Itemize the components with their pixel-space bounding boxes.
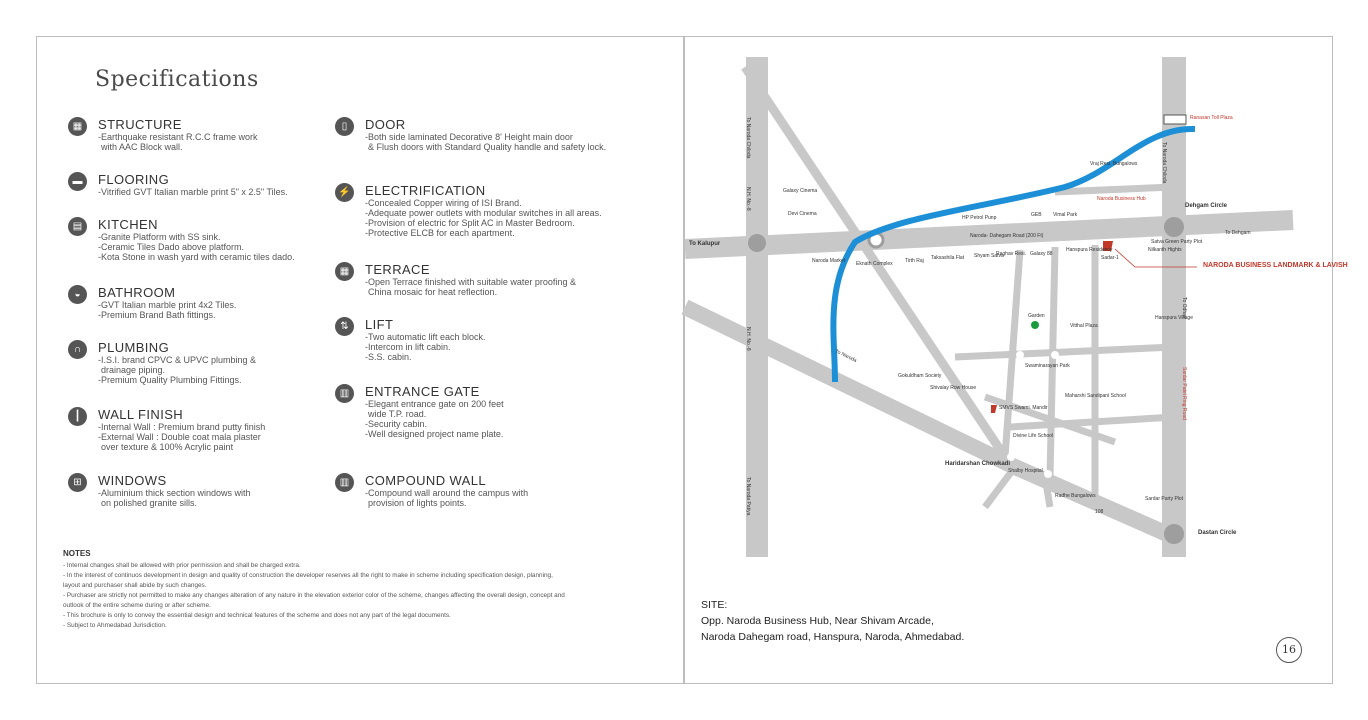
note-line: - This brochure is only to convey the essential design and technical features of the scheme and does not any part of the legal documents. xyxy=(63,612,451,619)
notes-section xyxy=(63,549,663,631)
spec-heading: PLUMBING xyxy=(98,340,170,355)
circle-radhe xyxy=(1044,470,1052,478)
spec-line: -Well designed project name plate. xyxy=(365,429,504,439)
map-label-galaxy-cinema: Galaxy Cinema xyxy=(783,188,818,194)
spec-heading: ELECTRIFICATION xyxy=(365,183,486,198)
map-label-nh8-bottom: N.H. No.-8 xyxy=(745,327,751,351)
notes-title: NOTES xyxy=(63,549,91,558)
map-label-geb: GEB xyxy=(1031,212,1042,218)
location-map-page xyxy=(684,36,1348,684)
spec-heading: FLOORING xyxy=(98,172,170,187)
circle-haridarshan xyxy=(1007,453,1015,461)
spec-line: -Vitrified GVT Italian marble print 5" x 2.5" Tiles. xyxy=(98,187,288,197)
map-label-to-odhav: To Odhav xyxy=(1181,297,1187,319)
gate-icon: ▥ xyxy=(335,384,354,403)
toll-plaza-icon xyxy=(1164,115,1186,124)
map-label-naroda-business-hub: Naroda Business Hub xyxy=(1097,196,1146,202)
map-labels xyxy=(689,115,1348,536)
map-label-callout: NARODA BUSINESS LANDMARK & LAVISH xyxy=(1203,262,1348,269)
site-line-2: Naroda Dahegam road, Hanspura, Naroda, Ahmedabad. xyxy=(701,631,965,643)
map-label-smvs: SMVS Swami. Mandir xyxy=(999,405,1048,411)
spec-heading: TERRACE xyxy=(365,262,430,277)
site-label: SITE: xyxy=(701,599,728,611)
notes-list xyxy=(63,561,663,631)
map-label-naroda-market: Naroda Market xyxy=(812,258,846,264)
map-label-to-dehgam: To Dehgam xyxy=(1225,230,1251,236)
map-label-main-road: Naroda- Dahegam Road (200 Ft) xyxy=(970,233,1044,239)
spec-line: & Flush doors with Standard Quality handle and safety lock. xyxy=(368,142,607,152)
lightning-icon: ⚡ xyxy=(335,183,354,202)
kitchen-icon: ▤ xyxy=(68,217,87,236)
map-label-takshila-flat: Taksashila Flat xyxy=(931,255,965,261)
road-vraj-resi xyxy=(1055,187,1174,192)
note-line: - Internal changes shall be allowed with prior permission and shall be charged extra. xyxy=(63,562,301,569)
map-label-hp-petrol-pump: HP Petrol Punp xyxy=(962,215,997,221)
spec-line: wide T.P. road. xyxy=(368,409,427,419)
map-label-divine-life: Divine Life School xyxy=(1013,433,1054,439)
spec-heading: COMPOUND WALL xyxy=(365,473,487,488)
map-label-swaminarayan-park: Swaminarayan Park xyxy=(1025,363,1070,369)
spec-heading: ENTRANCE GATE xyxy=(365,384,480,399)
spec-line: -Ceramic Tiles Dado above platform. xyxy=(98,242,245,252)
spec-line: with AAC Block wall. xyxy=(101,142,183,152)
map-label-vraj-resi: Vraj Resi. Bungalows xyxy=(1090,161,1138,167)
specifications-page xyxy=(36,36,684,684)
map-label-shalby: Shalby Hospital xyxy=(1008,468,1043,474)
road-cross-1 xyxy=(955,347,1174,357)
spec-line: -S.S. cabin. xyxy=(365,352,412,362)
pipe-icon: ∩ xyxy=(68,340,87,359)
road-radhe xyxy=(1045,477,1050,507)
map-label-satva-green: Satva Green Party Plot xyxy=(1151,239,1203,245)
spec-heading: STRUCTURE xyxy=(98,117,182,132)
spec-heading: LIFT xyxy=(365,317,394,332)
spec-heading: DOOR xyxy=(365,117,406,132)
circle-dehgam xyxy=(1164,217,1184,237)
wall-icon: ▥ xyxy=(335,473,354,492)
spec-line: provision of lights points. xyxy=(368,498,467,508)
circle-nh8 xyxy=(748,234,766,252)
spec-line: -Premium Quality Plumbing Fittings. xyxy=(98,375,242,385)
spec-line: -Aluminium thick section windows with xyxy=(98,488,251,498)
map-label-hanspura-residency: Hanspura Residency xyxy=(1066,247,1113,253)
map-label-nilkanth: Nilkanth Hights xyxy=(1148,247,1182,253)
map-label-vitthal-plaza: Vitthal Plaza xyxy=(1070,323,1098,329)
spec-line: -Intercom in lift cabin. xyxy=(365,342,451,352)
map-label-galaxy-88: Galaxy 88 xyxy=(1030,251,1053,257)
spec-line: -Adequate power outlets with modular switches in all areas. xyxy=(365,208,602,218)
spec-line: -GVT Italian marble print 4x2 Tiles. xyxy=(98,300,237,310)
map-label-garden: Garden xyxy=(1028,313,1045,319)
note-line: - Purchaser are strictly not permitted to make any changes alteration of any nature in the elevation exterior color of the scheme, changes affecting the overall design, concept and xyxy=(63,592,565,599)
spec-line: -Protective ELCB for each apartment. xyxy=(365,228,515,238)
location-map xyxy=(685,37,1348,557)
spec-line: -Earthquake resistant R.C.C frame work xyxy=(98,132,258,142)
spec-line: China mosaic for heat reflection. xyxy=(368,287,498,297)
map-label-vimal-park: Vimal Park xyxy=(1053,212,1078,218)
map-label-devi-cinema: Devi Cinema xyxy=(788,211,817,217)
page-number: 16 xyxy=(1276,637,1302,663)
building-icon: ▦ xyxy=(68,117,87,136)
spec-line: -I.S.I. brand CPVC & UPVC plumbing & xyxy=(98,355,257,365)
spec-heading: WALL FINISH xyxy=(98,407,184,422)
map-label-sardar-party-plot: Sardar Party Plot xyxy=(1145,496,1184,502)
garden-marker xyxy=(1031,321,1039,329)
circle-cross-1 xyxy=(1016,351,1024,359)
spec-line: -Elegant entrance gate on 200 feet xyxy=(365,399,504,409)
map-label-sardar-patel-ring: Sardar Patel Ring Road xyxy=(1181,367,1187,420)
road-cross-3 xyxy=(1010,417,1174,427)
map-label-eknath-complex: Eknath Complex xyxy=(856,261,893,267)
map-label-to-naroda-chiloda-2: To Naroda Chiloda xyxy=(1161,142,1167,184)
site-address xyxy=(701,597,964,645)
map-label-to-naroda: To Naroda xyxy=(834,348,858,364)
spec-line: over texture & 100% Acrylic paint xyxy=(101,442,234,452)
spec-line: -Open Terrace finished with suitable water proofing & xyxy=(365,277,576,287)
lift-icon: ⇅ xyxy=(335,317,354,336)
map-label-radhe: Radhe Bungalows xyxy=(1055,493,1096,499)
window-icon: ⊞ xyxy=(68,473,87,492)
door-icon: ▯ xyxy=(335,117,354,136)
spec-line: -Concealed Copper wiring of ISI Brand. xyxy=(365,198,522,208)
note-line: outlook of the entire scheme during or after scheme. xyxy=(63,602,211,609)
spec-line: -Compound wall around the campus with xyxy=(365,488,529,498)
map-roads xyxy=(685,57,1293,557)
map-label-n108: 108 xyxy=(1095,509,1104,515)
spec-line: -Internal Wall : Premium brand putty finish xyxy=(98,422,266,432)
site-line-1: Opp. Naroda Business Hub, Near Shivam Arcade, xyxy=(701,615,934,627)
spec-line: -Both side laminated Decorative 8' Height main door xyxy=(365,132,573,142)
map-label-nh8-top: N.H. No.-8 xyxy=(745,187,751,211)
map-roundabouts xyxy=(748,217,1184,544)
map-label-ranasan-toll: Ranasan Toll Plaza xyxy=(1190,115,1233,121)
map-label-to-kalupur: To Kalupur xyxy=(689,241,721,247)
spec-line: -Premium Brand Bath fittings. xyxy=(98,310,216,320)
page-title: Specifications xyxy=(95,67,259,92)
map-label-dastan-circle: Dastan Circle xyxy=(1198,530,1237,536)
terrace-icon: ▦ xyxy=(335,262,354,281)
tiles-icon: ▬ xyxy=(68,172,87,191)
map-label-hanspura-village: Hanspura Village xyxy=(1155,315,1193,321)
map-label-maharshi: Maharshi Sandipani School xyxy=(1065,393,1126,399)
map-label-haridarshan: Haridarshan Chowkadi xyxy=(945,461,1011,467)
map-label-to-naroda-chiloda: To Naroda Chiloda xyxy=(745,117,751,159)
map-label-to-naroda-patiya: To Naroda Patiya xyxy=(745,477,751,516)
circle-swaminarayan xyxy=(1051,351,1059,359)
spec-line: -Security cabin. xyxy=(365,419,428,429)
note-line: - In the interest of continuos development in design and quality of construction the developer reserves all the right to make in scheme including specification design, planning, xyxy=(63,572,553,579)
spec-line: -Granite Platform with SS sink. xyxy=(98,232,221,242)
paint-roller-icon: ┃ xyxy=(68,407,87,426)
spec-heading: KITCHEN xyxy=(98,217,158,232)
note-line: - Subject to Ahmedabad Jurisdiction. xyxy=(63,622,167,629)
spec-heading: BATHROOM xyxy=(98,285,176,300)
spec-line: on polished granite sills. xyxy=(101,498,198,508)
map-label-shivalay: Shivalay Row House xyxy=(930,385,977,391)
spec-line: drainage piping. xyxy=(101,365,166,375)
spec-line: -Provision of electric for Split AC in Master Bedroom. xyxy=(365,218,575,228)
spec-line: -Two automatic lift each block. xyxy=(365,332,486,342)
note-line: layout and purchaser shall abide by such changes. xyxy=(63,582,207,589)
spec-heading: WINDOWS xyxy=(98,473,167,488)
bathtub-icon: ◒ xyxy=(68,285,87,304)
spec-line: -External Wall : Double coat mala plaster xyxy=(98,432,261,442)
spec-line: -Kota Stone in wash yard with ceramic tiles dado. xyxy=(98,252,295,262)
map-label-gokuldham: Gokuldham Society xyxy=(898,373,942,379)
map-label-shyam-satva: Shyam Satva xyxy=(974,253,1004,259)
map-label-site-mark: Sadar-1 xyxy=(1101,255,1119,261)
road-galaxy-south xyxy=(1050,247,1055,477)
circle-dastan xyxy=(1164,524,1184,544)
map-label-tirth-raj: Tirth Raj xyxy=(905,258,924,264)
map-label-dehgam-circle: Dehgam Circle xyxy=(1185,203,1228,209)
map-label-raghav-resi: Raghav Resi. xyxy=(996,251,1027,257)
smvs-marker xyxy=(991,405,997,413)
